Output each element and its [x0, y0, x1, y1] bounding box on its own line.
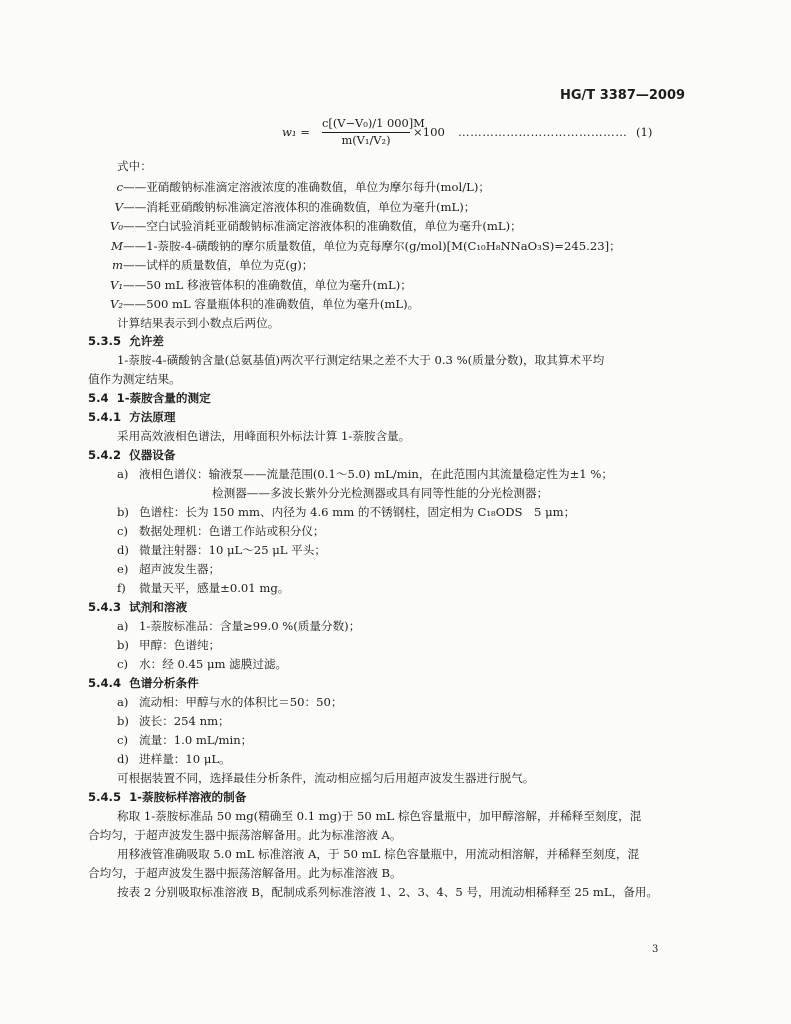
section-title: 仪器设备 — [129, 448, 176, 462]
calc-note: 计算结果表示到小数点后两位。 — [117, 316, 280, 330]
formula-lhs: w₁ = — [282, 125, 310, 139]
variable-desc: ——1-萘胺-4-磺酸钠的摩尔质量数值，单位为克每摩尔(g/mol)[M(C₁₀H₈NNaO₃S)=245.23]； — [123, 238, 621, 253]
paragraph-line: 采用高效液相色谱法，用峰面积外标法计算 1-萘胺含量。 — [117, 429, 411, 443]
list-item — [117, 753, 231, 767]
formula-leader-dots: …………………………………… — [458, 125, 628, 139]
note-line: 可根据装置不同，选择最佳分析条件，流动相应摇匀后用超声波发生器进行脱气。 — [117, 771, 535, 785]
list-text: 进样量：10 μL。 — [139, 752, 231, 766]
variable-line — [102, 298, 419, 312]
section-title: 1-萘胺含量的测定 — [116, 391, 211, 405]
variable-symbol: m — [112, 258, 123, 272]
where-label: 式中： — [117, 159, 152, 173]
list-text: 超声波发生器； — [139, 562, 221, 576]
variable-symbol: V — [114, 199, 123, 214]
list-item — [117, 506, 575, 520]
section-heading-5-4 — [88, 392, 211, 406]
list-text: 微量天平，感量±0.01 mg。 — [139, 581, 290, 595]
list-item — [117, 696, 342, 710]
list-item — [117, 658, 287, 672]
paragraph-line: 按表 2 分别吸取标准溶液 B，配制成系列标准溶液 1、2、3、4、5 号，用流动相稀释至 25 mL，备用。 — [117, 885, 658, 899]
list-mark: a) — [117, 695, 129, 709]
section-heading-5-3-5 — [88, 335, 164, 349]
variable-line — [102, 181, 490, 195]
list-text: 流动相：甲醇与水的体积比＝50：50； — [139, 695, 343, 709]
list-item — [117, 734, 252, 748]
section-number: 5.4 — [88, 391, 109, 405]
formula-rhs: ×100 — [413, 125, 445, 139]
list-mark: f) — [117, 581, 126, 595]
list-item — [117, 563, 220, 577]
list-text: 液相色谱仪：输液泵——流量范围(0.1～5.0) mL/min，在此范围内其流量稳定性为±1 %； — [139, 467, 613, 481]
section-heading-5-4-1 — [88, 411, 175, 425]
variable-desc: ——亚硝酸钠标准滴定溶液浓度的准确数值，单位为摩尔每升(mol/L)； — [123, 180, 490, 194]
variable-symbol: V₁ — [109, 277, 123, 292]
list-item — [117, 620, 360, 634]
section-title: 1-萘胺标样溶液的制备 — [129, 790, 247, 804]
page-number: 3 — [652, 944, 659, 955]
variable-desc: ——消耗亚硝酸钠标准滴定溶液体积的准确数值，单位为毫升(mL)； — [123, 199, 476, 214]
section-number: 5.4.4 — [88, 676, 122, 690]
equation-number: (1) — [636, 125, 653, 139]
list-mark: a) — [117, 467, 129, 481]
variable-line — [102, 201, 475, 215]
section-title: 允许差 — [129, 334, 164, 348]
section-title: 色谱分析条件 — [129, 676, 199, 690]
section-heading-5-4-5 — [88, 791, 246, 805]
list-mark: a) — [117, 619, 129, 633]
formula-numerator: c[(V−V₀)/1 000]M — [322, 117, 410, 133]
list-mark: b) — [117, 505, 129, 519]
list-text: 流量：1.0 mL/min； — [139, 733, 253, 747]
variable-line — [102, 220, 522, 234]
list-mark: c) — [117, 657, 129, 671]
list-text: 波长：254 nm； — [139, 714, 230, 728]
section-number: 5.4.3 — [88, 600, 122, 614]
list-mark: b) — [117, 638, 129, 652]
paragraph-line: 用移液管准确吸取 5.0 mL 标准溶液 A，于 50 mL 棕色容量瓶中，用流动相溶解，并稀释至刻度，混 — [117, 847, 640, 861]
variable-desc: ——试样的质量数值，单位为克(g)； — [123, 258, 314, 272]
variable-symbol: V₀ — [109, 219, 123, 233]
section-number: 5.4.1 — [88, 410, 122, 424]
list-item — [117, 525, 325, 539]
list-item — [117, 715, 230, 729]
section-heading-5-4-2 — [88, 449, 175, 463]
list-item — [117, 468, 613, 482]
variable-desc: ——空白试验消耗亚硝酸钠标准滴定溶液体积的准确数值，单位为毫升(mL)； — [123, 219, 522, 233]
variable-symbol: V₂ — [109, 297, 123, 311]
section-title: 方法原理 — [129, 410, 176, 424]
formula-denominator: m(V₁/V₂) — [341, 132, 391, 147]
list-text: 水：经 0.45 μm 滤膜过滤。 — [139, 657, 288, 671]
section-heading-5-4-3 — [88, 601, 187, 615]
list-item — [117, 639, 220, 653]
paragraph-line: 合均匀，于超声波发生器中振荡溶解备用。此为标准溶液 A。 — [88, 828, 402, 842]
section-number: 5.4.5 — [88, 790, 122, 804]
variable-desc: ——50 mL 移液管体积的准确数值，单位为毫升(mL)； — [123, 277, 412, 292]
list-text: 检测器——多波长紫外分光检测器或具有同等性能的分光检测器； — [212, 486, 549, 500]
list-text: 数据处理机：色谱工作站或积分仪； — [139, 524, 325, 538]
list-text: 1-萘胺标准品：含量≥99.0 %(质量分数)； — [139, 619, 361, 633]
list-mark: e) — [117, 562, 129, 576]
list-text: 甲醇：色谱纯； — [139, 638, 221, 652]
variable-desc: ——500 mL 容量瓶体积的准确数值，单位为毫升(mL)。 — [123, 297, 420, 311]
list-item — [117, 544, 326, 558]
list-item — [117, 582, 289, 596]
formula-fraction — [322, 116, 425, 147]
list-text: 色谱柱：长为 150 mm、内径为 4.6 mm 的不锈钢柱，固定相为 C₁₈ODS 5 μm； — [139, 505, 576, 519]
section-heading-5-4-4 — [88, 677, 199, 691]
variable-symbol: c — [116, 180, 123, 194]
list-mark: d) — [117, 752, 129, 766]
section-number: 5.3.5 — [88, 334, 122, 348]
standard-code: HG/T 3387—2009 — [560, 88, 686, 103]
list-mark: c) — [117, 733, 129, 747]
list-mark: c) — [117, 524, 129, 538]
list-mark: b) — [117, 714, 129, 728]
paragraph-line: 称取 1-萘胺标准品 50 mg(精确至 0.1 mg)于 50 mL 棕色容量瓶中，加甲醇溶解，并稀释至刻度，混 — [117, 809, 642, 823]
paragraph-line: 1-萘胺-4-磺酸钠含量(总氨基值)两次平行测定结果之差不大于 0.3 %(质量分数)，取其算术平均 — [117, 353, 605, 367]
variable-line — [102, 240, 621, 254]
paragraph-line: 值作为测定结果。 — [88, 372, 181, 386]
variable-line — [102, 279, 412, 293]
section-title: 试剂和溶液 — [129, 600, 188, 614]
paragraph-line: 合均匀，于超声波发生器中振荡溶解备用。此为标准溶液 B。 — [88, 866, 402, 880]
list-text: 微量注射器：10 μL～25 μL 平头； — [139, 543, 326, 557]
variable-line — [102, 259, 313, 273]
list-mark: d) — [117, 543, 129, 557]
section-number: 5.4.2 — [88, 448, 122, 462]
variable-symbol: M — [111, 238, 123, 253]
list-item — [212, 487, 548, 501]
